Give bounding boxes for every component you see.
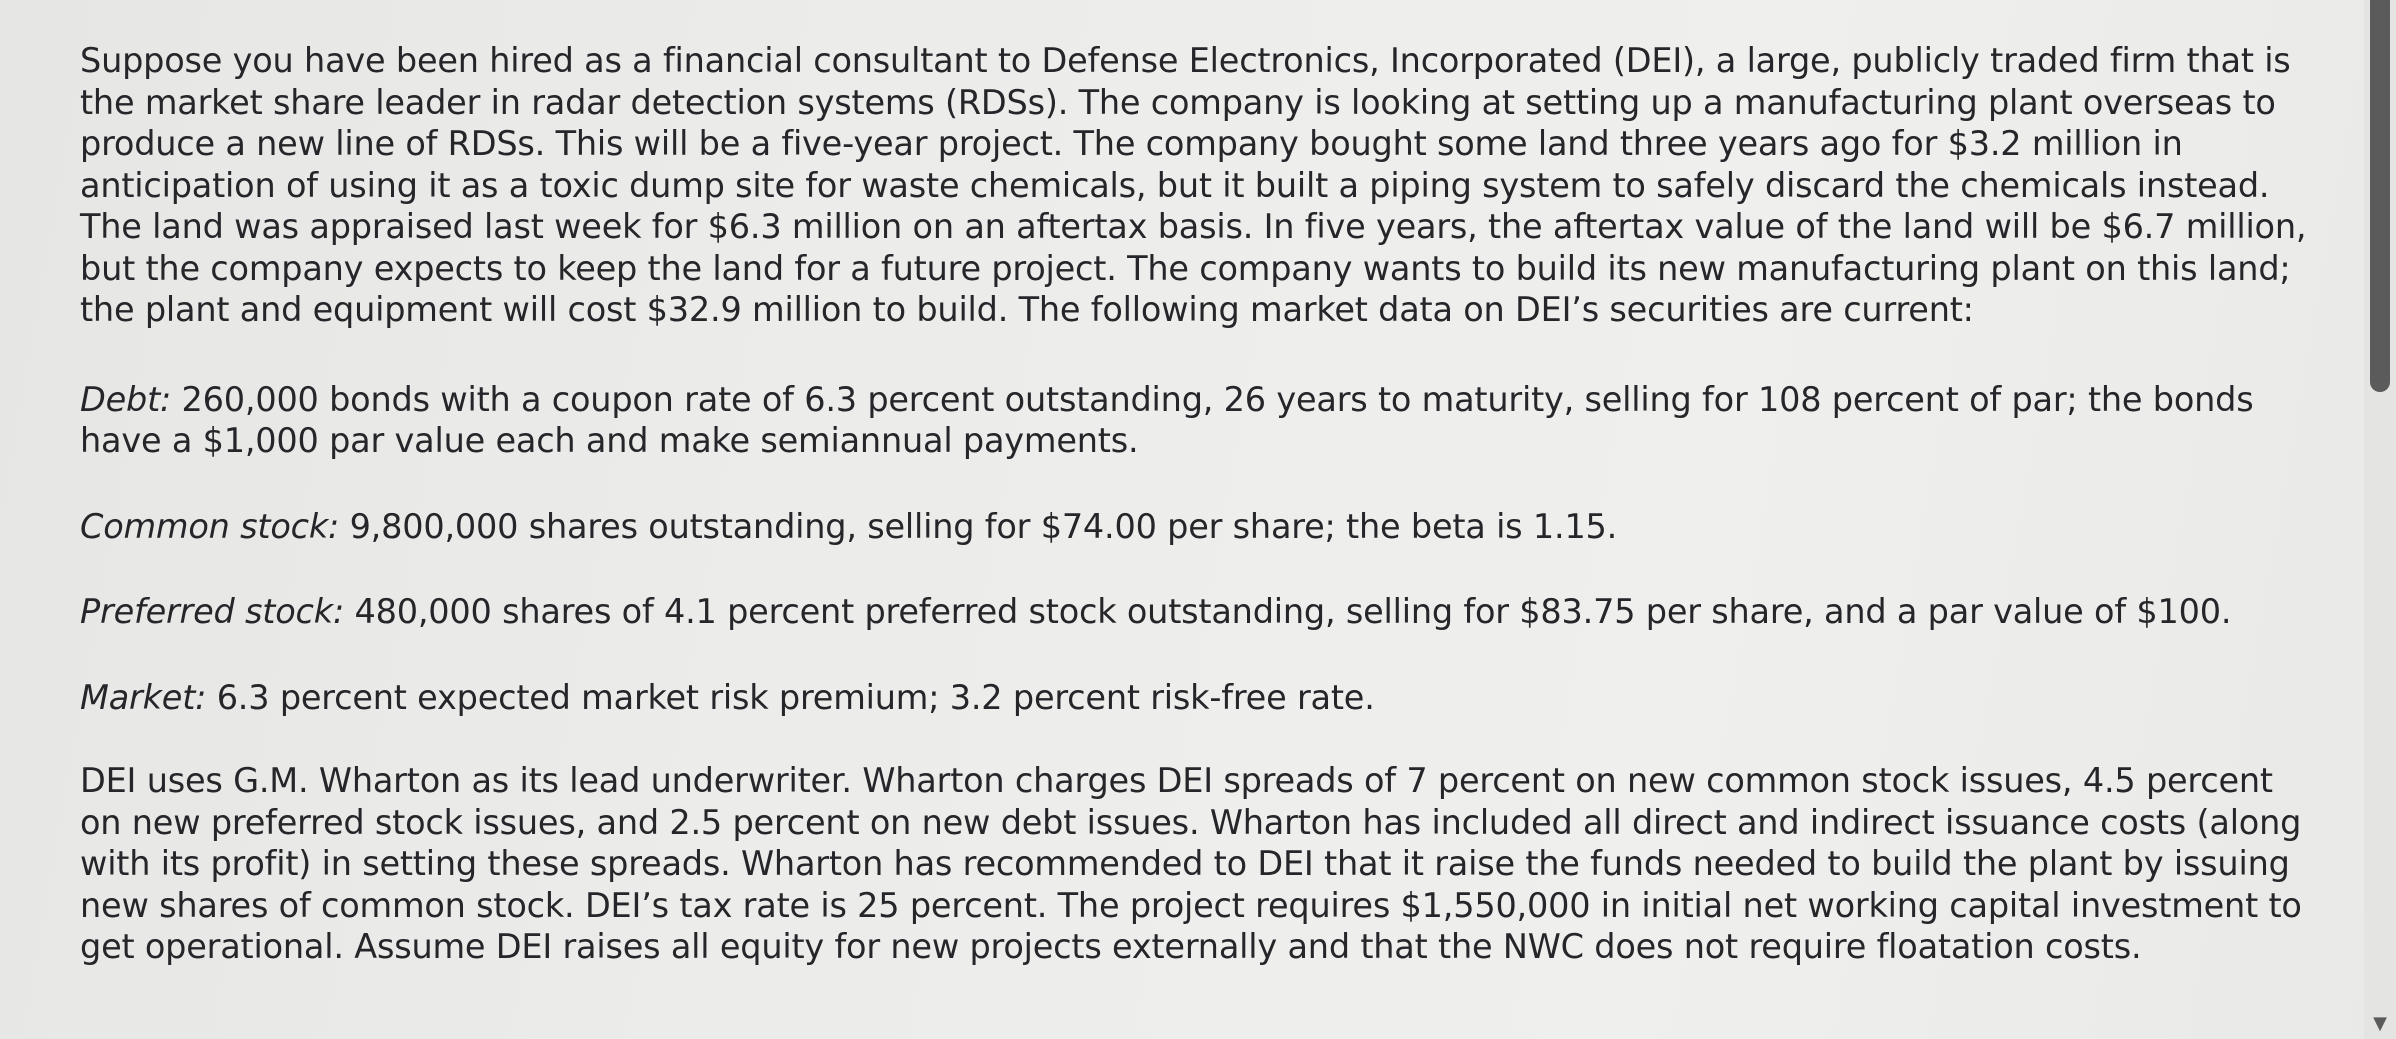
common-stock-term: Common stock:	[80, 506, 340, 546]
common-stock-paragraph	[80, 506, 2310, 548]
debt-term: Debt:	[80, 379, 172, 419]
scrollbar-thumb[interactable]	[2370, 0, 2390, 392]
market-term: Market:	[80, 677, 207, 717]
common-stock-text: 9,800,000 shares outstanding, selling for $74.00 per share; the beta is 1.15.	[339, 506, 1618, 546]
debt-paragraph	[80, 379, 2310, 462]
problem-text	[80, 40, 2310, 968]
preferred-stock-paragraph	[80, 591, 2310, 633]
preferred-stock-term: Preferred stock:	[80, 592, 345, 631]
chevron-down-icon[interactable]: ▼	[2373, 1013, 2387, 1034]
debt-text: 260,000 bonds with a coupon rate of 6.3 percent outstanding, 26 years to maturity, selling for 108 percent of par; the bonds have a $1,000 par value each and make semiannual payments.	[80, 379, 2254, 460]
market-paragraph	[80, 677, 2310, 719]
preferred-stock-text: 480,000 shares of 4.1 percent preferred stock outstanding, selling for $83.75 per share, and a par value of $100.	[344, 592, 2232, 631]
closing-paragraph: DEI uses G.M. Wharton as its lead underwriter. Wharton charges DEI spreads of 7 percent on new common stock issues, 4.5 percent on new preferred stock issues, and 2.5 percent on new debt issues. Wharton has included all direct and indirect issuance costs (along with its profit) in setting these spreads. Wharton has recommended to DEI that it raise the funds needed to build the plant by issuing new shares of common stock. DEI’s tax rate is 25 percent. The project requires $1,550,000 in initial net working capital investment to get operational. Assume DEI raises all equity for new projects externally and that the NWC does not require floatation costs.	[80, 761, 2302, 966]
vertical-scrollbar[interactable]	[2364, 0, 2396, 1039]
market-text: 6.3 percent expected market risk premium; 3.2 percent risk-free rate.	[206, 677, 1375, 717]
intro-paragraph: Suppose you have been hired as a financial consultant to Defense Electronics, Incorporated (DEI), a large, publicly traded firm that is the market share leader in radar detection systems (RDSs). The company is looking at setting up a manufacturing plant overseas to produce a new line of RDSs. This will be a five-year project. The company bought some land three years ago for $3.2 million in anticipation of using it as a toxic dump site for waste chemicals, but it built a piping system to safely discard the chemicals instead. The land was appraised last week for $6.3 million on an aftertax basis. In five years, the aftertax value of the land will be $6.7 million, but the company expects to keep the land for a future project. The company wants to build its new manufacturing plant on this land; the plant and equipment will cost $32.9 million to build. The following market data on DEI’s securities are current:	[80, 41, 2307, 329]
